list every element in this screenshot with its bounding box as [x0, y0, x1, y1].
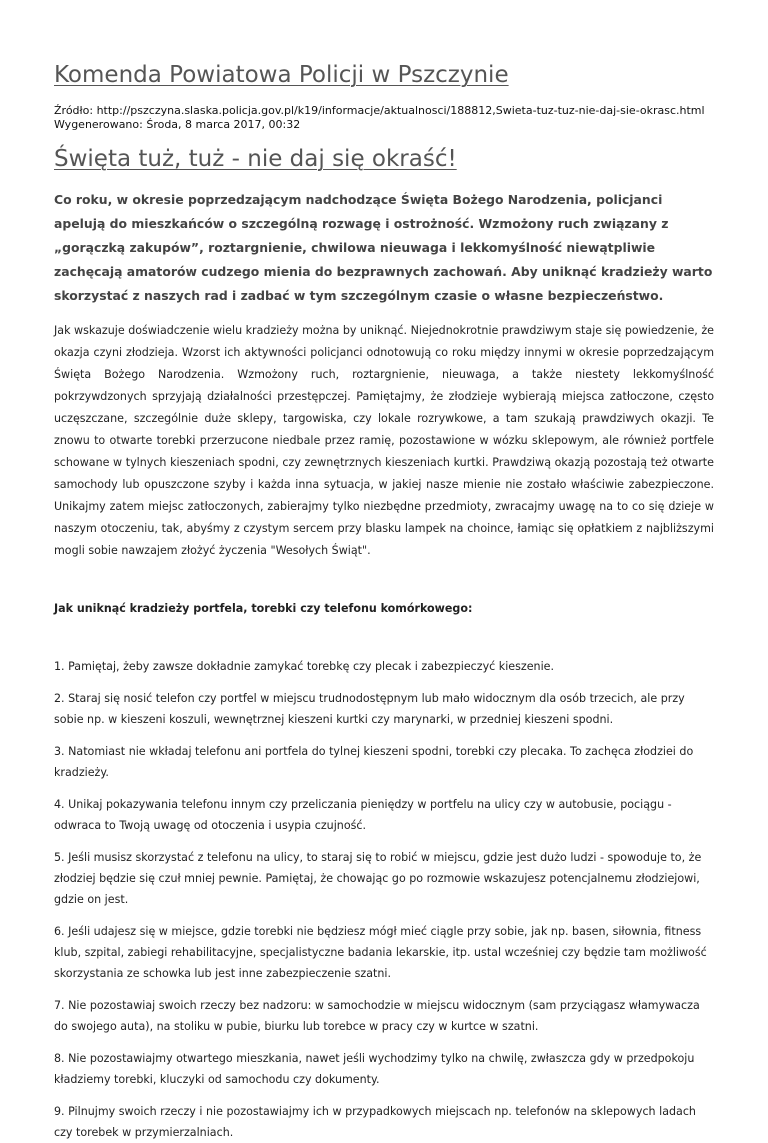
tips-heading: Jak uniknąć kradzieży portfela, torebki czy telefonu komórkowego: — [54, 602, 473, 615]
tip-item: 5. Jeśli musisz skorzystać z telefonu na ulicy, to staraj się to robić w miejscu, gdzie jest dużo ludzi - spowoduje to, że złodziej będzie się czuł mniej pewnie. Pamiętaj, że chowając go po rozmowie wskazujesz potencjalnemu złodziejowi, gdzie on jest. — [54, 851, 702, 906]
site-title: Komenda Powiatowa Policji w Pszczynie — [54, 62, 509, 88]
source-line: Źródło: http://pszczyna.slaska.policja.gov.pl/k19/informacje/aktualnosci/188812,Swieta-tuz-tuz-nie-daj-sie-okrasc.html — [54, 104, 705, 117]
document-meta — [54, 104, 714, 132]
tip-item: 6. Jeśli udajesz się w miejsce, gdzie torebki nie będziesz mógł mieć ciągle przy sobie, jak np. basen, siłownia, fitness klub, szpital, zabiegi rehabilitacyjne, specjalistyczne badania lekarskie, itp. ustal wcześniej czy będzie tam możliwość skorzystania ze schowka lub jest inne zabezpieczenie szatni. — [54, 925, 707, 980]
generated-line: Wygenerowano: Środa, 8 marca 2017, 00:32 — [54, 118, 301, 131]
article-body: Jak wskazuje doświadczenie wielu kradzieży można by uniknąć. Niejednokrotnie prawdziwym staje się powiedzenie, że okazja czyni złodzieja. Wzorst ich aktywności policjanci odnotowują co roku między innymi w okresie poprzedzającym Święta Bożego Narodzenia. Wzmożony ruch, roztargnienie, nieuwaga, a także niestety lekkomyślność pokrzywdzonych sprzyjają działalności przestępczej. Pamiętajmy, że złodzieje wybierają miejsca zatłoczone, często uczęszczane, szczególnie duże sklepy, targowiska, czy lokale rozrywkowe, a tam szukają prawdziwych okazji. Te znowu to otwarte torebki przerzucone niedbale przez ramię, pozostawione w wózku sklepowym, ale również portfele schowane w tylnych kieszeniach spodni, czy zewnętrznych kieszeniach kurtki. Prawdziwą okazją pozostają też otwarte samochody lub opuszczone szyby i każda inna sytuacja, w jakiej nasze mienie nie zostało właściwie zabezpieczone. Unikajmy zatem miejsc zatłoczonych, zabierajmy tylko niezbędne przedmioty, zwracajmy uwagę na to co się dzieje w naszym otoczeniu, tak, abyśmy z czystym sercem przy blasku lampek na choince, łamiąc się opłatkiem z najbliższymi mogli sobie nawzajem złożyć życzenia "Wesołych Świąt". — [54, 324, 714, 557]
article-lead: Co roku, w okresie poprzedzającym nadchodzące Święta Bożego Narodzenia, policjanci apelują do mieszkańców o szczególną rozwagę i ostrożność. Wzmożony ruch związany z „gorączką zakupów”, roztargnienie, chwilowa nieuwaga i lekkomyślność niewątpliwie zachęcają amatorów cudzego mienia do bezprawnych zachowań. Aby uniknąć kradzieży warto skorzystać z naszych rad i zadbać w tym szczególnym czasie o własne bezpieczeństwo. — [54, 192, 713, 303]
tip-item: 7. Nie pozostawiaj swoich rzeczy bez nadzoru: w samochodzie w miejscu widocznym (sam przyciągasz włamywacza do swojego auta), na stoliku w pubie, biurku lub torebce w pracy czy w kurtce w szatni. — [54, 999, 700, 1033]
tip-item: 1. Pamiętaj, żeby zawsze dokładnie zamykać torebkę czy plecak i zabezpieczyć kieszenie. — [54, 660, 555, 673]
tip-item: 2. Staraj się nosić telefon czy portfel w miejscu trudnodostępnym lub mało widocznym dla osób trzecich, ale przy sobie np. w kieszeni koszuli, wewnętrznej kieszeni kurtki czy marynarki, w przedniej kieszeni spodni. — [54, 692, 685, 726]
tip-item: 9. Pilnujmy swoich rzeczy i nie pozostawiajmy ich w przypadkowych miejscach np. telefonów na sklepowych ladach czy torebek w przymierzalniach. — [54, 1105, 696, 1139]
article-title: Święta tuż, tuż - nie daj się okraść! — [54, 146, 457, 172]
tips-list — [54, 656, 714, 1143]
tip-item: 3. Natomiast nie wkładaj telefonu ani portfela do tylnej kieszeni spodni, torebki czy plecaka. To zachęca złodziei do kradzieży. — [54, 745, 694, 779]
tip-item: 8. Nie pozostawiajmy otwartego mieszkania, nawet jeśli wychodzimy tylko na chwilę, zwłaszcza gdy w przedpokoju kładziemy torebki, kluczyki od samochodu czy dokumenty. — [54, 1052, 695, 1086]
tip-item: 4. Unikaj pokazywania telefonu innym czy przeliczania pieniędzy w portfelu na ulicy czy w autobusie, pociągu - odwraca to Twoją uwagę od otoczenia i usypia czujność. — [54, 798, 672, 832]
